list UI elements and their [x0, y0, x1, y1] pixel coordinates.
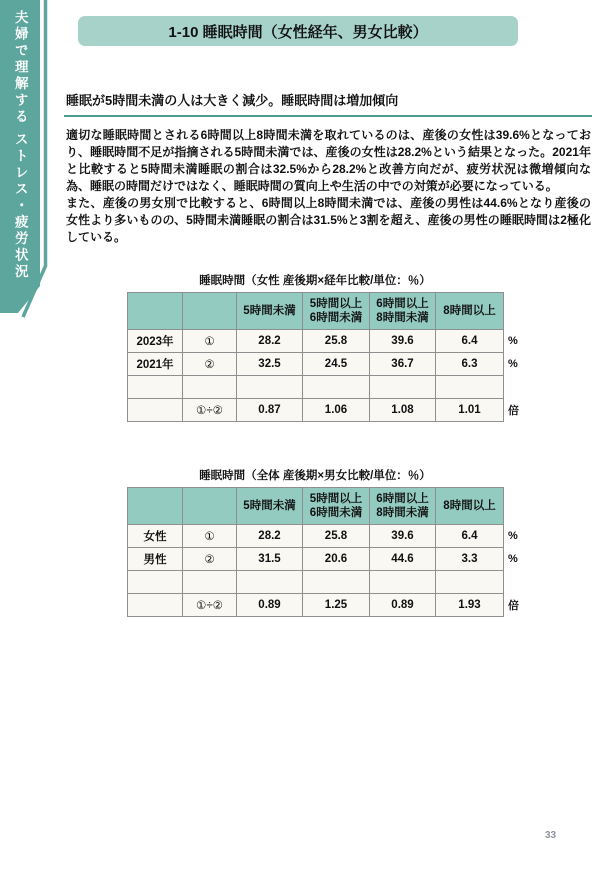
value-cell: 1.08	[370, 399, 436, 422]
sleep-table-women-yearly	[127, 292, 530, 422]
page-number: 33	[545, 830, 557, 841]
row-label	[128, 376, 183, 399]
row-mark: ①÷②	[183, 594, 237, 617]
body-paragraph-1: 適切な睡眠時間とされる6時間以上8時間未満を取れているのは、産後の女性は39.6%となっており、睡眠時間不足が指摘される5時間未満では、産後の女性は28.2%という結果となった。2021年と比較すると5時間未満睡眠の割合は32.5%から28.2%と改善方向だが、疲労状況は微増傾向な為、睡眠の時間だけではなく、睡眠時間の質向上や生活の中での対策が必要になっている。	[66, 128, 591, 193]
value-cell: 28.2	[237, 525, 303, 548]
value-cell	[370, 376, 436, 399]
value-cell: 39.6	[370, 525, 436, 548]
value-cell: 25.8	[303, 330, 370, 353]
row-label: 2023年	[128, 330, 183, 353]
table-header-row	[128, 488, 530, 525]
chapter-ribbon	[0, 0, 62, 332]
column-header: 8時間以上	[436, 293, 504, 330]
value-cell: 39.6	[370, 330, 436, 353]
column-header: 5時間未満	[237, 293, 303, 330]
table-title-women-yearly: 睡眠時間（女性 産後期×経年比較/単位：％）	[199, 275, 431, 287]
unit-cell: %	[508, 358, 518, 370]
value-cell: 6.4	[436, 525, 504, 548]
column-header: 6時間以上 8時間未満	[370, 293, 436, 330]
section-title-band	[78, 16, 518, 46]
row-label: 女性	[128, 525, 183, 548]
row-label: 男性	[128, 548, 183, 571]
value-cell: 20.6	[303, 548, 370, 571]
value-cell: 36.7	[370, 353, 436, 376]
row-mark	[183, 571, 237, 594]
row-label	[128, 594, 183, 617]
body-paragraph-2: また、産後の男女別で比較すると、6時間以上8時間未満では、産後の男性は44.6%となり産後の女性より多いものの、5時間未満睡眠の割合は31.5%と3割を超え、産後の男性の睡眠時間は2極化している。	[66, 196, 591, 244]
unit-cell: %	[508, 530, 518, 542]
body-text	[66, 127, 591, 246]
table-title-gender-compare: 睡眠時間（全体 産後期×男女比較/単位：％）	[199, 470, 431, 482]
value-cell	[237, 571, 303, 594]
table-row	[128, 330, 530, 353]
unit-cell: 倍	[508, 600, 519, 612]
table-row-empty	[128, 571, 530, 594]
unit-cell: %	[508, 553, 518, 565]
value-cell: 0.89	[237, 594, 303, 617]
table-row-ratio	[128, 594, 530, 617]
row-mark: ①	[183, 525, 237, 548]
unit-header-cell	[504, 488, 530, 525]
value-cell	[370, 571, 436, 594]
value-cell: 3.3	[436, 548, 504, 571]
value-cell: 25.8	[303, 525, 370, 548]
value-cell: 1.25	[303, 594, 370, 617]
chapter-ribbon-label: 夫婦で理解する ストレス・疲労状況	[12, 10, 28, 281]
value-cell: 31.5	[237, 548, 303, 571]
table-row	[128, 548, 530, 571]
table-block-women-yearly	[127, 272, 537, 422]
unit-cell: 倍	[508, 405, 519, 417]
unit-header-cell	[504, 293, 530, 330]
value-cell: 24.5	[303, 353, 370, 376]
value-cell: 32.5	[237, 353, 303, 376]
column-header: 6時間以上 8時間未満	[370, 488, 436, 525]
value-cell: 0.89	[370, 594, 436, 617]
table-row	[128, 353, 530, 376]
row-mark: ①÷②	[183, 399, 237, 422]
value-cell: 28.2	[237, 330, 303, 353]
section-title: 1-10 睡眠時間（女性経年、男女比較）	[168, 23, 428, 41]
value-cell: 6.3	[436, 353, 504, 376]
value-cell: 0.87	[237, 399, 303, 422]
corner-cell	[128, 488, 183, 525]
row-mark	[183, 376, 237, 399]
column-header: 5時間以上 6時間未満	[303, 293, 370, 330]
value-cell	[237, 376, 303, 399]
column-header: 5時間未満	[237, 488, 303, 525]
row-label	[128, 399, 183, 422]
table-row-ratio	[128, 399, 530, 422]
value-cell: 1.93	[436, 594, 504, 617]
table-block-gender-compare	[127, 467, 537, 617]
value-cell	[436, 571, 504, 594]
table-row-empty	[128, 376, 530, 399]
unit-cell: %	[508, 335, 518, 347]
value-cell	[436, 376, 504, 399]
column-header: 8時間以上	[436, 488, 504, 525]
table-header-row	[128, 293, 530, 330]
value-cell	[303, 571, 370, 594]
headline: 睡眠が5時間未満の人は大きく減少。睡眠時間は増加傾向	[66, 93, 399, 108]
row-mark: ②	[183, 353, 237, 376]
sleep-table-gender-compare	[127, 487, 530, 617]
unit-cell	[504, 376, 530, 399]
unit-cell	[504, 571, 530, 594]
row-label: 2021年	[128, 353, 183, 376]
value-cell	[303, 376, 370, 399]
corner-cell	[183, 488, 237, 525]
value-cell: 44.6	[370, 548, 436, 571]
table-row	[128, 525, 530, 548]
headline-underline	[64, 115, 592, 117]
corner-cell	[128, 293, 183, 330]
value-cell: 1.06	[303, 399, 370, 422]
row-label	[128, 571, 183, 594]
row-mark: ②	[183, 548, 237, 571]
row-mark: ①	[183, 330, 237, 353]
column-header: 5時間以上 6時間未満	[303, 488, 370, 525]
value-cell: 6.4	[436, 330, 504, 353]
corner-cell	[183, 293, 237, 330]
value-cell: 1.01	[436, 399, 504, 422]
